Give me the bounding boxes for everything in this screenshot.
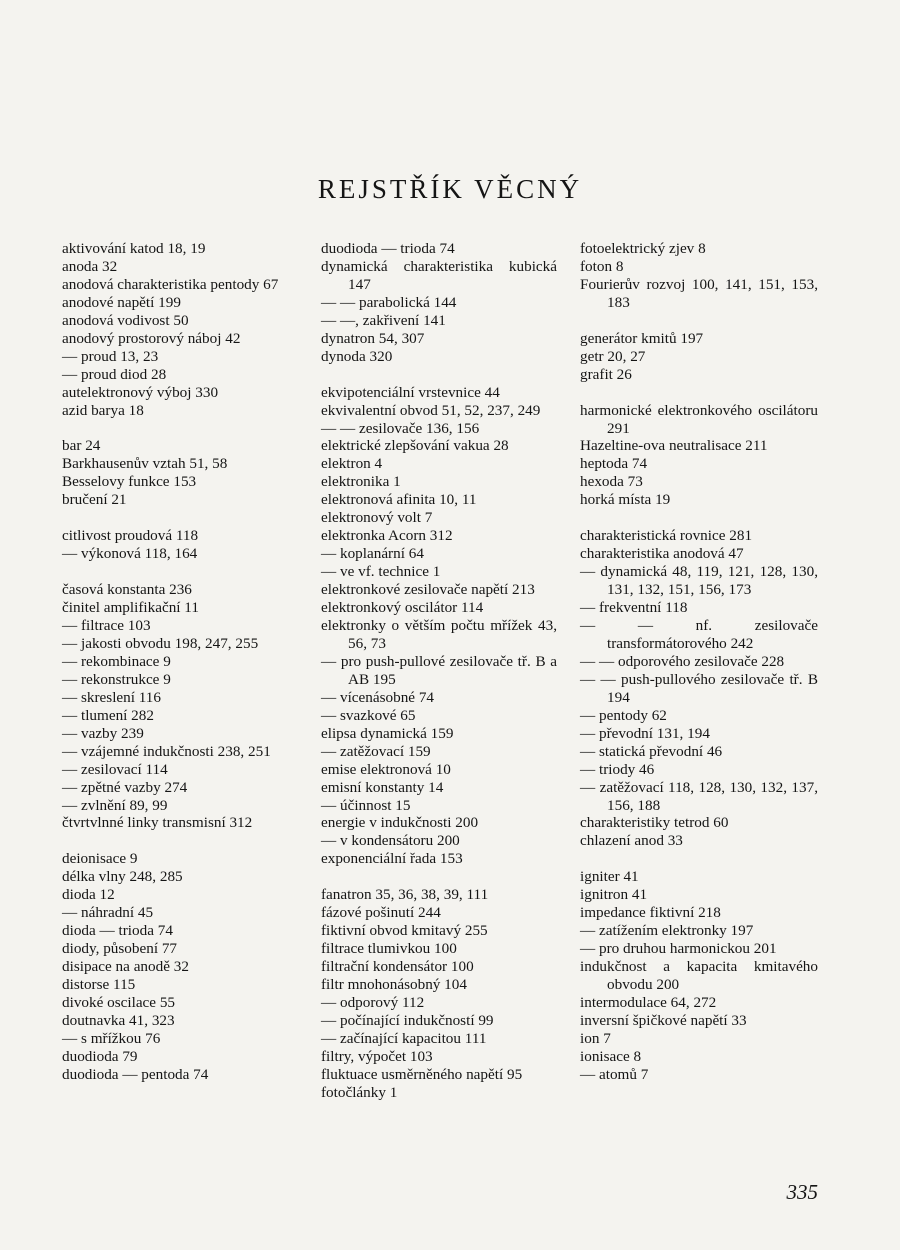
index-group-gap [62, 420, 300, 438]
index-entry: autelektronový výboj 330 [62, 383, 219, 401]
index-entry: dioda — trioda 74 [62, 922, 173, 940]
index-entry: — statická převodní 46 [580, 742, 723, 760]
index-entry: — počínající indukčností 99 [321, 1011, 494, 1029]
index-entry: elektronky o větším počtu mřížek 43, 56, 73 [321, 617, 557, 652]
index-entry: igniter 41 [580, 868, 639, 886]
index-entry: ekvivalentní obvod 51, 52, 237, 249 [321, 401, 541, 419]
index-entry: elektronika 1 [321, 473, 401, 491]
index-entry: elektronová afinita 10, 11 [321, 491, 477, 509]
index-entry: elektrické zlepšování vakua 28 [321, 437, 509, 455]
index-entry: diody, působení 77 [62, 940, 178, 958]
index-entry: impedance fiktivní 218 [580, 904, 721, 922]
index-entry: — — push-pullového zesilovače tř. B 194 [580, 670, 818, 706]
index-entry: fluktuace usměrněného napětí 95 [321, 1065, 523, 1083]
index-entry: — začínající kapacitou 111 [321, 1029, 487, 1047]
index-column-1 [62, 240, 300, 1084]
index-entry: ion 7 [580, 1029, 611, 1047]
index-entry: — skreslení 116 [62, 688, 161, 706]
index-entry: — převodní 131, 194 [580, 724, 710, 742]
index-entry: — zesilovací 114 [62, 760, 168, 778]
index-entry: fanatron 35, 36, 38, 39, 111 [321, 886, 489, 904]
index-entry: filtry, výpočet 103 [321, 1047, 433, 1065]
index-entry: — atomů 7 [580, 1065, 649, 1083]
index-entry: časová konstanta 236 [62, 581, 192, 599]
index-entry: fázové pošinutí 244 [321, 904, 441, 922]
index-entry: — zatěžovací 118, 128, 130, 132, 137, 156, 188 [580, 778, 818, 814]
index-entry: elektronkové zesilovače napětí 213 [321, 581, 535, 599]
index-entry: dynoda 320 [321, 347, 393, 365]
page-number: 335 [786, 1180, 818, 1204]
index-entry: charakteristická rovnice 281 [580, 527, 753, 545]
index-entry: — pentody 62 [580, 706, 667, 724]
index-entry: — zatížením elektronky 197 [580, 922, 754, 940]
index-entry: — zvlnění 89, 99 [62, 796, 168, 814]
index-entry: divoké oscilace 55 [62, 993, 176, 1011]
index-entry: hexoda 73 [580, 473, 643, 491]
index-entry: exponenciální řada 153 [321, 850, 463, 868]
index-group-gap [580, 312, 818, 330]
index-group-gap [62, 563, 300, 581]
index-entry: — triody 46 [580, 760, 655, 778]
index-entry: doutnavka 41, 323 [62, 1011, 175, 1029]
index-entry: — vzájemné indukčnosti 238, 251 [62, 742, 271, 760]
index-entry: heptoda 74 [580, 455, 648, 473]
index-group-gap [580, 850, 818, 868]
index-group-gap [62, 509, 300, 527]
index-entry: deionisace 9 [62, 850, 138, 868]
index-entry: elipsa dynamická 159 [321, 724, 454, 742]
index-entry: — —, zakřivení 141 [321, 311, 446, 329]
index-group-gap [321, 366, 557, 384]
index-group-gap [580, 509, 818, 527]
index-entry: — odporový 112 [321, 994, 425, 1011]
index-entry: duodioda 79 [62, 1047, 138, 1065]
index-entry: — dynamická 48, 119, 121, 128, 130, 131, 132, 151, 156, 173 [580, 563, 818, 599]
index-entry: fotoelektrický zjev 8 [580, 240, 706, 257]
index-column-2 [321, 240, 557, 1102]
index-entry: — náhradní 45 [62, 904, 154, 922]
index-group-gap [62, 832, 300, 850]
index-entry: — jakosti obvodu 198, 247, 255 [62, 634, 259, 652]
index-entry: Fourierův rozvoj 100, 141, 151, 153, 183 [580, 275, 818, 311]
index-entry: Besselovy funkce 153 [62, 473, 197, 491]
index-entry: azid barya 18 [62, 401, 144, 419]
index-entry: anodová charakteristika pentody 67 [62, 275, 279, 293]
index-entry: elektronka Acorn 312 [321, 527, 453, 545]
index-entry: aktivování katod 18, 19 [62, 240, 206, 257]
index-entry: — rekombinace 9 [62, 652, 171, 670]
index-entry: dioda 12 [62, 886, 115, 904]
index-entry: — výkonová 118, 164 [62, 545, 198, 563]
index-entry: — frekventní 118 [580, 599, 688, 617]
index-entry: energie v indukčnosti 200 [321, 814, 479, 832]
index-entry: — pro druhou harmonickou 201 [580, 940, 777, 958]
index-entry: distorse 115 [62, 976, 136, 994]
index-entry: anodové napětí 199 [62, 293, 181, 311]
index-entry: — — nf. zesilovače transformátorového 242 [580, 616, 818, 652]
index-entry: ignitron 41 [580, 886, 648, 904]
index-entry: — — odporového zesilovače 228 [580, 652, 785, 670]
index-entry: — pro push-pullové zesilovače tř. B a AB 195 [321, 652, 557, 688]
index-entry: charakteristika anodová 47 [580, 545, 744, 563]
index-entry: filtrace tlumivkou 100 [321, 940, 457, 958]
index-entry: — zpětné vazby 274 [62, 778, 188, 796]
index-entry: — účinnost 15 [321, 796, 411, 814]
index-entry: — ve vf. technice 1 [321, 563, 441, 581]
index-group-gap [580, 384, 818, 402]
index-entry: emisní konstanty 14 [321, 778, 444, 796]
index-entry: — — zesilovače 136, 156 [321, 419, 480, 437]
index-entry: — vícenásobné 74 [321, 688, 435, 706]
index-entry: anodová vodivost 50 [62, 311, 189, 329]
index-entry: foton 8 [580, 257, 624, 275]
index-entry: — rekonstrukce 9 [62, 670, 171, 688]
index-entry: intermodulace 64, 272 [580, 993, 717, 1011]
index-entry: anodový prostorový náboj 42 [62, 329, 241, 347]
index-entry: chlazení anod 33 [580, 832, 683, 850]
index-entry: fotočlánky 1 [321, 1083, 398, 1101]
index-entry: generátor kmitů 197 [580, 329, 704, 347]
index-entry: harmonické elektronkového oscilátoru 291 [580, 401, 818, 437]
index-entry: filtr mnohonásobný 104 [321, 976, 467, 994]
index-entry: grafit 26 [580, 365, 632, 383]
index-entry: ionisace 8 [580, 1047, 642, 1065]
index-entry: — tlumení 282 [62, 706, 154, 724]
index-entry: čtvrtvlnné linky transmisní 312 [62, 814, 253, 832]
index-entry: — zatěžovací 159 [321, 742, 431, 760]
index-entry: ekvipotenciální vrstevnice 44 [321, 383, 500, 401]
index-entry: — v kondensátoru 200 [321, 832, 460, 850]
index-group-gap [321, 868, 557, 886]
index-entry: filtrační kondensátor 100 [321, 958, 474, 976]
index-entry: indukčnost a kapacita kmitavého obvodu 200 [580, 958, 818, 994]
index-entry: charakteristiky tetrod 60 [580, 814, 729, 832]
index-entry: duodioda — trioda 74 [321, 240, 455, 257]
index-entry: — filtrace 103 [62, 616, 151, 634]
index-entry: délka vlny 248, 285 [62, 868, 183, 886]
index-entry: — proud 13, 23 [62, 347, 159, 365]
index-entry: disipace na anodě 32 [62, 958, 189, 976]
index-column-3 [580, 240, 818, 1084]
index-entry: inversní špičkové napětí 33 [580, 1011, 747, 1029]
index-entry: elektron 4 [321, 455, 383, 473]
index-entry: emise elektronová 10 [321, 760, 451, 778]
index-entry: — vazby 239 [62, 724, 144, 742]
index-entry: — s mřížkou 76 [62, 1029, 161, 1047]
index-entry: — koplanární 64 [321, 545, 424, 563]
index-entry: dynamická charakteristika kubická 147 [321, 257, 557, 293]
page-title: REJSTŘÍK VĚCNÝ [317, 174, 583, 204]
index-entry: fiktivní obvod kmitavý 255 [321, 922, 488, 940]
index-entry: dynatron 54, 307 [321, 329, 425, 347]
index-entry: elektronový volt 7 [321, 509, 433, 527]
index-entry: — — parabolická 144 [321, 293, 457, 311]
index-entry: horká místa 19 [580, 491, 671, 509]
index-entry: citlivost proudová 118 [62, 527, 199, 545]
index-entry: Barkhausenův vztah 51, 58 [62, 455, 228, 473]
index-entry: getr 20, 27 [580, 347, 646, 365]
index-entry: anoda 32 [62, 257, 118, 275]
index-entry: — proud diod 28 [62, 365, 167, 383]
index-entry: Hazeltine-ova neutralisace 211 [580, 437, 768, 455]
index-entry: činitel amplifikační 11 [62, 599, 199, 617]
index-entry: — svazkové 65 [321, 706, 416, 724]
index-entry: elektronkový oscilátor 114 [321, 599, 484, 617]
index-entry: bar 24 [62, 437, 101, 455]
index-entry: duodioda — pentoda 74 [62, 1065, 209, 1083]
index-entry: bručení 21 [62, 491, 127, 509]
